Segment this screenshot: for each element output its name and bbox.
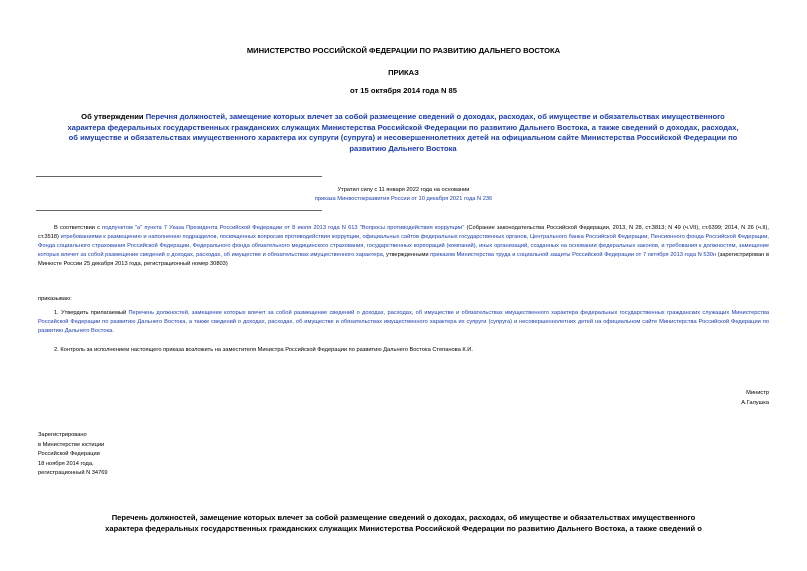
- signature-name: А.Галушка: [741, 399, 769, 406]
- registration-line: Российской Федерации: [38, 451, 100, 457]
- registration-line: Зарегистрировано: [38, 432, 87, 438]
- divider-top: [36, 176, 322, 177]
- registration-line: регистрационный N 34769: [38, 470, 108, 476]
- preamble-text-1: В соответствии с: [54, 225, 103, 231]
- preamble-text-3: , утвержденными: [382, 252, 431, 259]
- preamble-text-2: (Собрание законодательства Российской Федерации, 2013, N 28, ст.3813; N 49 (ч.VII), ст.6399; 2014, N 26 (ч.II), ст.3518): [38, 225, 770, 241]
- requirements-link[interactable]: итребованиями к размещению и наполнению подразделов, посвященных вопросам противодействия коррупции, официальных сайтов федеральных государственных органов, Центрального банка Российской Федерации, Пенсионного фонда Российской Федерации, Фонда социального страхования Российской Федерации, Федерального фонда обязательного медицинского страхования, государственных корпораций (компаний), иных организаций, созданных на основании федеральных законов, и требования к должностям, замещение которых влечет за собой размещение сведений о доходах, расходах, об имуществе и обязательствах имущественного характера: [38, 234, 769, 259]
- list-link[interactable]: Перечень должностей, замещение которых влечет за собой размещение сведений о доходах, расходах, об имуществе и обязательствах имущественного характера федеральных государственных гражданских служащих Министерства Российской Федерации по развитию Дальнего Востока, а также сведений о доходах, расходах, об имуществе и обязательствах имущественного характера их супруги (супруга) и несовершеннолетних детей на официальном сайте Министерства Российской Федерации по развитию Дальнего Востока: [38, 310, 769, 335]
- ministry-heading: МИНИСТЕРСТВО РОССИЙСКОЙ ФЕДЕРАЦИИ ПО РАЗВИТИЮ ДАЛЬНЕГО ВОСТОКА: [246, 46, 561, 55]
- order-heading: ПРИКАЗ: [388, 68, 419, 77]
- order-title: [62, 112, 744, 154]
- list-title-line: Перечень должностей, замещение которых влечет за собой размещение сведений о доходах, расходах, об имуществе и обязательствах имущественного: [111, 513, 696, 522]
- signature-position: Министр: [746, 390, 769, 396]
- item-1-text: 1. Утвердить прилагаемый: [54, 310, 129, 316]
- order-title-link[interactable]: Перечня должностей, замещение которых влечет за собой размещение сведений о доходах, расходах, об имуществе и обязательствах имущественного характера федеральных государственных гражданских служащих Министерства Российской Федерации по развитию Дальнего Востока, а также сведений о доходах, расходах, об имуществе и обязательствах имущественного характера их супруги (супруга) и несовершеннолетних детей на официальном сайте Министерства Российской Федерации по развитию Дальнего Востока: [67, 112, 739, 153]
- orders-word: приказываю:: [38, 296, 72, 302]
- divider-bottom: [36, 210, 322, 211]
- order-title-prefix: Об утверждении: [81, 112, 146, 121]
- lost-force-note: [0, 186, 807, 204]
- labor-ministry-order-link[interactable]: приказом Министерства труда и социальной защиты Российской Федерации от 7 октября 2013 года N 530н: [430, 252, 717, 259]
- item-1-paragraph: [38, 309, 769, 336]
- registration-line: 18 ноября 2014 года,: [38, 460, 94, 467]
- preamble-text-4: (зарегистрирован в Минюсте России 25 декабря 2013 года, регистрационный номер 30803): [38, 252, 769, 268]
- lost-force-text: Утратил силу с 11 января 2022 года на основании: [337, 187, 470, 193]
- decree-link[interactable]: подпунктом "а" пункта 7 Указа Президента Российской Федерации от 8 июля 2013 года N 613 "Вопросы противодействия коррупции": [102, 225, 465, 231]
- list-title-line: характера федеральных государственных гражданских служащих Министерства Российской Федерации по развитию Дальнего Востока, а также сведений о: [105, 523, 702, 533]
- item-2-paragraph: 2. Контроль за исполнением настоящего приказа возложить на заместителя Министра Российской Федерации по развитию Дальнего Востока Степанова К.И.: [54, 347, 473, 353]
- registration-line: в Министерстве юстиции: [38, 441, 105, 448]
- order-date: от 15 октября 2014 года N 85: [350, 86, 457, 95]
- list-title: [48, 513, 759, 534]
- lost-force-link[interactable]: приказа Минвостокразвития России от 10 декабря 2021 года N 236: [314, 196, 493, 202]
- preamble-paragraph: [38, 224, 769, 269]
- signature-block: [741, 389, 769, 408]
- registration-block: [38, 431, 108, 479]
- item-1-end: .: [112, 328, 114, 335]
